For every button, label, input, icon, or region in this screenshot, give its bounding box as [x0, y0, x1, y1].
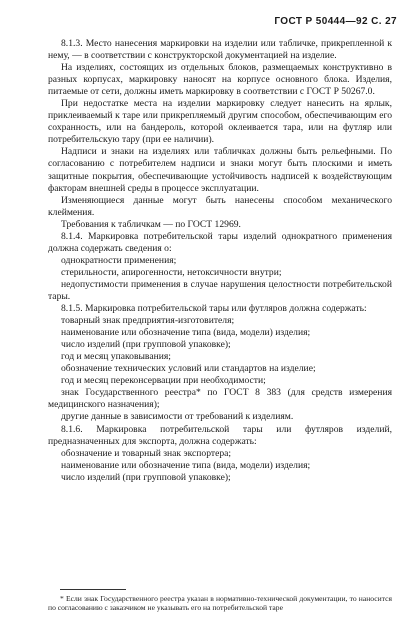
list-item-exporter-mark: обозначение и товарный знак экспортера; [61, 447, 232, 459]
list-item-registry-mark: знак Государственного реестра* по ГОСТ 8 383 (для средств измерения медицинского назначения); [48, 387, 392, 411]
paragraph-8-1-4: 8.1.4. Маркировка потребительской тары изделий однократного применения должна содержать сведения о: [48, 230, 392, 254]
footnote: * Если знак Государственного реестра указан в нормативно-технической документации, то наносится по согласованию с заказчиком не указывать его на потребительской таре [48, 594, 392, 613]
paragraph-blocks: На изделиях, состоящих из отдельных блоков, размещаемых конструктивно в разных корпусах, маркировку наносят на корпусе основного блока. Изделия, питаемые от сети, должны иметь маркировку в соответствии с ГОСТ Р 50267.0. [48, 62, 392, 98]
paragraph-8-1-3: 8.1.3. Место нанесения маркировки на изделии или табличке, прикрепленной к нему, — в соответствии с конструкторской документацией на изделие. [48, 38, 392, 62]
paragraph-variable-data: Изменяющиеся данные могут быть нанесены способом механического клеймения. [48, 194, 392, 218]
list-item-quantity: число изделий (при групповой упаковке); [61, 339, 231, 351]
list-item-export-quantity: число изделий (при групповой упаковке); [61, 471, 231, 483]
list-item-pack-date: год и месяц упаковывания; [61, 351, 171, 363]
list-item-integrity: недопустимости применения в случае нарушения целостности потребительской тары. [48, 278, 392, 302]
paragraph-8-1-6: 8.1.6. Маркировка потребительской тары или футляров изделий, предназначенных для экспорта, должна содержать: [48, 423, 392, 447]
list-item-sterility: стерильности, апирогенности, нетоксичности внутри; [61, 266, 282, 278]
list-item-specifications: обозначение технических условий или стандартов на изделие; [61, 363, 316, 375]
list-item-reconservation: год и месяц переконсервации при необходимости; [61, 375, 266, 387]
list-item-type-name: наименование или обозначение типа (вида, модели) изделия; [61, 327, 311, 339]
footnote-divider [60, 589, 126, 590]
list-item-trademark: товарный знак предприятия-изготовителя; [61, 315, 235, 327]
body-text [48, 38, 392, 484]
paragraph-label-placement: При недостатке места на изделии маркировку следует нанесить на ярлык, приклеиваемый к таре или прикрепляемый другим способом, обеспечивающим его сохранность, или на бандероль, которой оклеивается тара, или на футляр или потребительскую тару (при ее наличии). [48, 98, 392, 146]
paragraph-8-1-5: 8.1.5. Маркировка потребительской тары или футляров должна содержать: [61, 303, 367, 315]
paragraph-plate-requirements: Требования к табличкам — по ГОСТ 12969. [61, 218, 241, 230]
list-item-other-data: другие данные в зависимости от требований к изделиям. [61, 411, 294, 423]
list-item-export-type-name: наименование или обозначение типа (вида, модели) изделия; [61, 459, 311, 471]
page-header: ГОСТ Р 50444—92 С. 27 [274, 16, 397, 27]
list-item-single-use: однократности применения; [61, 254, 177, 266]
paragraph-relief-signs: Надписи и знаки на изделиях или табличках должны быть рельефными. По согласованию с потребителем надписи и знаки могут быть плоскими и иметь защитные покрытия, обеспечивающие устойчивость надписей к воздействующим факторам внешней среды в процессе эксплуатации. [48, 146, 392, 194]
